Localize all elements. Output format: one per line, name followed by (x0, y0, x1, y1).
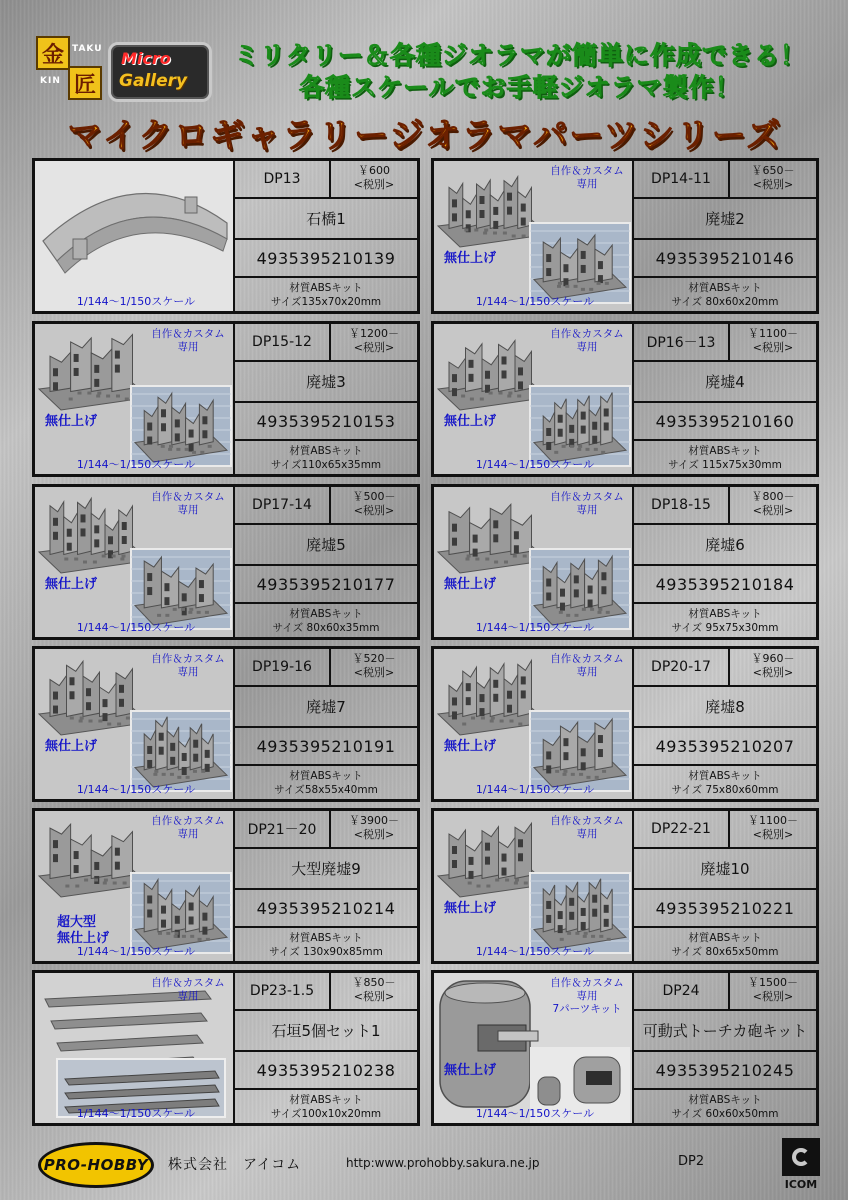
kin-character: 金 (36, 36, 70, 70)
tax-note: <税別> (752, 828, 794, 841)
size: サイズ 60x60x50mm (671, 1108, 779, 1120)
custom-use-note (542, 977, 632, 1016)
product-code: DP16－13 (634, 324, 730, 362)
jan-code: 4935395210146 (634, 240, 816, 278)
material: 材質ABSキット (289, 608, 363, 620)
price-box (730, 973, 816, 1011)
size: サイズ58x55x40mm (274, 784, 378, 796)
product-name: 廃墟7 (235, 687, 417, 728)
size: サイズ 80x65x50mm (671, 946, 779, 958)
product-code: DP21－20 (235, 811, 331, 849)
price-box (331, 649, 417, 687)
product-card (431, 484, 819, 640)
custom-line-2: 専用 (177, 341, 199, 353)
unfinished-line-1: 無仕上げ (444, 251, 497, 266)
unfinished-note (444, 901, 496, 917)
tax-note: <税別> (353, 990, 395, 1003)
product-name: 大型廃墟9 (235, 849, 417, 890)
product-name: 石橋1 (235, 199, 417, 240)
custom-line-1: 自作＆カスタム (550, 653, 624, 665)
product-code: DP19-16 (235, 649, 331, 687)
page-footer (0, 1136, 848, 1200)
material: 材質ABSキット (289, 932, 363, 944)
scale-note: 1/144～1/150スケール (475, 1107, 595, 1120)
jan-code: 4935395210139 (235, 240, 417, 278)
custom-line-2: 専用 (177, 990, 199, 1002)
size: サイズ 75x80x60mm (671, 784, 779, 796)
spec-box (235, 441, 417, 474)
product-name: 廃墟10 (634, 849, 816, 890)
jan-code: 4935395210177 (235, 566, 417, 604)
size: サイズ 80x60x20mm (671, 296, 779, 308)
kin-latin: KIN (40, 76, 61, 86)
size: サイズ 115x75x30mm (668, 459, 782, 471)
product-code: DP17-14 (235, 487, 331, 525)
unfinished-line-1: 無仕上げ (444, 901, 497, 916)
tax-note: <税別> (353, 504, 395, 517)
product-code: DP22-21 (634, 811, 730, 849)
size: サイズ110x65x35mm (270, 459, 382, 471)
jan-code: 4935395210160 (634, 403, 816, 441)
scale-note: 1/144～1/150スケール (76, 295, 196, 308)
unfinished-line-1: 無仕上げ (444, 577, 497, 592)
bridge-model-image (35, 161, 235, 311)
custom-line-1: 自作＆カスタム (151, 653, 225, 665)
material: 材質ABSキット (688, 932, 762, 944)
spec-box (634, 1090, 816, 1123)
material: 材質ABSキット (289, 445, 363, 457)
material: 材質ABSキット (688, 770, 762, 782)
micro-text: Micro (121, 49, 171, 68)
document-number: DP2 (678, 1154, 705, 1169)
price-value: ￥500－ (352, 490, 396, 503)
custom-use-note (143, 491, 233, 517)
custom-line-1: 自作＆カスタム (550, 165, 624, 177)
product-card (32, 808, 420, 964)
price-box (730, 811, 816, 849)
jan-code: 4935395210207 (634, 728, 816, 766)
price-value: ￥1500－ (748, 976, 798, 989)
custom-line-1: 自作＆カスタム (151, 977, 225, 989)
size: サイズ 95x75x30mm (671, 622, 779, 634)
size: サイズ 80x60x35mm (272, 622, 380, 634)
scale-note: 1/144～1/150スケール (475, 458, 595, 471)
series-title: マイクロギャラリージオラマパーツシリーズ (67, 116, 783, 156)
price-value: ￥1100－ (748, 327, 798, 340)
custom-use-note (542, 491, 632, 517)
price-box (730, 161, 816, 199)
product-name: 廃墟8 (634, 687, 816, 728)
unfinished-note (444, 577, 496, 593)
custom-line-2: 専用 (177, 828, 199, 840)
spec-box (235, 604, 417, 637)
custom-line-2: 専用 (576, 504, 598, 516)
scale-note: 1/144～1/150スケール (475, 945, 595, 958)
scale-note: 1/144～1/150スケール (475, 295, 595, 308)
product-card (431, 158, 819, 314)
price-box (331, 324, 417, 362)
material: 材質ABSキット (289, 770, 363, 782)
custom-use-note (143, 328, 233, 354)
headline-2: 各種スケールでお手軽ジオラマ製作！ (299, 73, 741, 102)
page-header (0, 0, 848, 158)
tax-note: <税別> (752, 341, 794, 354)
jan-code: 4935395210191 (235, 728, 417, 766)
headline-1: ミリタリー＆各種ジオラマが簡単に作成できる！ (233, 41, 806, 70)
price-value: ￥650－ (751, 164, 795, 177)
custom-line-2: 専用 (576, 341, 598, 353)
product-card (431, 970, 819, 1126)
product-card (32, 646, 420, 802)
icom-mark-icon (782, 1138, 820, 1176)
product-card (431, 646, 819, 802)
price-box (730, 487, 816, 525)
icom-label: ICOM (784, 1178, 818, 1191)
company-name: 株式会社 アイコム (168, 1157, 302, 1173)
product-card (32, 484, 420, 640)
scale-note: 1/144～1/150スケール (76, 783, 196, 796)
material: 材質ABSキット (688, 1094, 762, 1106)
custom-line-1: 自作＆カスタム (550, 977, 624, 989)
scale-note: 1/144～1/150スケール (475, 783, 595, 796)
unfinished-line-1: 無仕上げ (444, 414, 497, 429)
custom-use-note (542, 328, 632, 354)
price-value: ￥1100－ (748, 814, 798, 827)
scale-note: 1/144～1/150スケール (76, 458, 196, 471)
price-box (331, 811, 417, 849)
product-card (431, 808, 819, 964)
price-value: ￥520－ (352, 652, 396, 665)
product-code: DP20-17 (634, 649, 730, 687)
custom-line-1: 自作＆カスタム (550, 815, 624, 827)
product-name: 石垣5個セット1 (235, 1011, 417, 1052)
price-value: ￥850－ (352, 976, 396, 989)
spec-box (235, 1090, 417, 1123)
unfinished-line-1: 無仕上げ (444, 1063, 497, 1078)
custom-line-1: 自作＆カスタム (550, 328, 624, 340)
jan-code: 4935395210214 (235, 890, 417, 928)
micro-gallery-logo (108, 42, 212, 102)
tax-note: <税別> (353, 341, 395, 354)
product-card (32, 970, 420, 1126)
price-box (331, 973, 417, 1011)
parts-count-note: 7パーツキット (552, 1003, 622, 1015)
product-code: DP14-11 (634, 161, 730, 199)
spec-box (235, 928, 417, 961)
unfinished-line-1: 無仕上げ (45, 739, 98, 754)
spec-box (634, 766, 816, 799)
custom-line-1: 自作＆カスタム (550, 491, 624, 503)
product-card (32, 158, 420, 314)
unfinished-note (45, 414, 97, 430)
price-value: ￥1200－ (349, 327, 399, 340)
takumi-character: 匠 (68, 66, 102, 100)
website-url: http:www.prohobby.sakura.ne.jp (346, 1156, 540, 1170)
custom-line-2: 専用 (576, 828, 598, 840)
tax-note: <税別> (752, 990, 794, 1003)
price-value: ￥3900－ (349, 814, 399, 827)
unfinished-line-1: 無仕上げ (444, 739, 497, 754)
material: 材質ABSキット (289, 282, 363, 294)
spec-box (634, 928, 816, 961)
spec-box (634, 441, 816, 474)
custom-use-note (143, 653, 233, 679)
product-code: DP13 (235, 161, 331, 199)
scale-note: 1/144～1/150スケール (76, 621, 196, 634)
price-box (331, 161, 417, 199)
jan-code: 4935395210245 (634, 1052, 816, 1090)
material: 材質ABSキット (688, 608, 762, 620)
product-code: DP15-12 (235, 324, 331, 362)
product-name: 廃墟2 (634, 199, 816, 240)
product-code: DP23-1.5 (235, 973, 331, 1011)
product-name: 可動式トーチカ砲キット (634, 1011, 816, 1052)
spec-box (634, 278, 816, 311)
scale-note: 1/144～1/150スケール (76, 1107, 196, 1120)
custom-line-2: 専用 (576, 178, 598, 190)
price-box (730, 324, 816, 362)
jan-code: 4935395210238 (235, 1052, 417, 1090)
unfinished-note (57, 915, 109, 947)
jan-code: 4935395210221 (634, 890, 816, 928)
jan-code: 4935395210184 (634, 566, 816, 604)
product-card (431, 321, 819, 477)
custom-line-2: 専用 (177, 666, 199, 678)
tax-note: <税別> (353, 178, 395, 191)
custom-line-1: 自作＆カスタム (151, 491, 225, 503)
material: 材質ABSキット (289, 1094, 363, 1106)
size: サイズ135x70x20mm (270, 296, 382, 308)
custom-line-1: 自作＆カスタム (151, 815, 225, 827)
custom-line-2: 専用 (576, 666, 598, 678)
price-value: ￥600 (358, 164, 390, 177)
gallery-text: Gallery (119, 71, 188, 91)
unfinished-note (45, 739, 97, 755)
product-code: DP24 (634, 973, 730, 1011)
unfinished-line-1: 無仕上げ (45, 414, 98, 429)
product-name: 廃墟6 (634, 525, 816, 566)
tax-note: <税別> (752, 178, 794, 191)
tax-note: <税別> (752, 666, 794, 679)
material: 材質ABSキット (688, 282, 762, 294)
price-value: ￥960－ (751, 652, 795, 665)
material: 材質ABSキット (688, 445, 762, 457)
product-code: DP18-15 (634, 487, 730, 525)
custom-use-note (542, 815, 632, 841)
taku-latin: TAKU (72, 44, 103, 54)
custom-use-note (143, 815, 233, 841)
custom-use-note (542, 165, 632, 191)
unfinished-line-1: 超大型 (57, 915, 97, 930)
icom-logo (778, 1138, 824, 1194)
unfinished-note (444, 414, 496, 430)
price-value: ￥800－ (751, 490, 795, 503)
custom-use-note (542, 653, 632, 679)
jan-code: 4935395210153 (235, 403, 417, 441)
kin-taku-logo (36, 36, 103, 100)
product-name: 廃墟4 (634, 362, 816, 403)
custom-line-2: 専用 (177, 504, 199, 516)
unfinished-note (444, 1063, 496, 1079)
price-box (730, 649, 816, 687)
scale-note: 1/144～1/150スケール (475, 621, 595, 634)
spec-box (235, 766, 417, 799)
custom-use-note (143, 977, 233, 1003)
product-photo (35, 161, 235, 311)
custom-line-2: 専用 (576, 990, 598, 1002)
product-card (32, 321, 420, 477)
product-name: 廃墟5 (235, 525, 417, 566)
unfinished-note (444, 739, 496, 755)
tax-note: <税別> (353, 828, 395, 841)
tax-note: <税別> (353, 666, 395, 679)
spec-box (235, 278, 417, 311)
scale-note: 1/144～1/150スケール (76, 945, 196, 958)
price-box (331, 487, 417, 525)
size: サイズ100x10x20mm (270, 1108, 382, 1120)
size: サイズ 130x90x85mm (269, 946, 383, 958)
spec-box (634, 604, 816, 637)
tax-note: <税別> (752, 504, 794, 517)
custom-line-1: 自作＆カスタム (151, 328, 225, 340)
unfinished-note (45, 577, 97, 593)
unfinished-note (444, 251, 496, 267)
unfinished-line-1: 無仕上げ (45, 577, 98, 592)
unfinished-line-2: 無仕上げ (57, 931, 110, 946)
product-name: 廃墟3 (235, 362, 417, 403)
pro-hobby-logo: PRO-HOBBY (38, 1142, 154, 1188)
